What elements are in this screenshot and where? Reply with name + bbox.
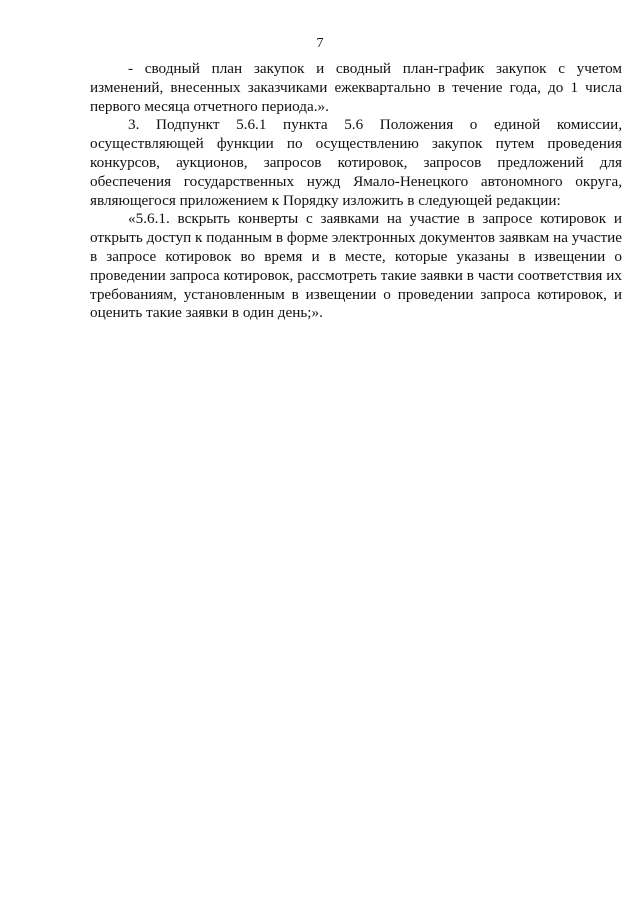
document-body (90, 60, 622, 323)
paragraph-subclause-amendment: 3. Подпункт 5.6.1 пункта 5.6 Положения о единой комиссии, осуществляющей функции по осуществлению закупок путем проведения конкурсов, аукционов, запросов котировок, запросов предложений для обеспечения государственных нужд Ямало-Ненецкого автономного округа, являющегося приложением к Порядку изложить в следующей редакции: (90, 116, 622, 209)
paragraph-summary-plan: - сводный план закупок и сводный план-график закупок с учетом изменений, внесенных заказчиками ежеквартально в течение года, до 1 числа первого месяца отчетного периода.». (90, 60, 622, 115)
paragraph-new-wording: «5.6.1. вскрыть конверты с заявками на участие в запросе котировок и открыть доступ к поданным в форме электронных документов заявкам на участие в запросе котировок во время и в месте, которые указаны в извещении о проведении запроса котировок, рассмотреть такие заявки в части соответствия их требованиям, установленным в извещении о проведении запроса котировок, и оценить такие заявки в один день;». (90, 210, 622, 322)
page-number: 7 (316, 36, 324, 51)
